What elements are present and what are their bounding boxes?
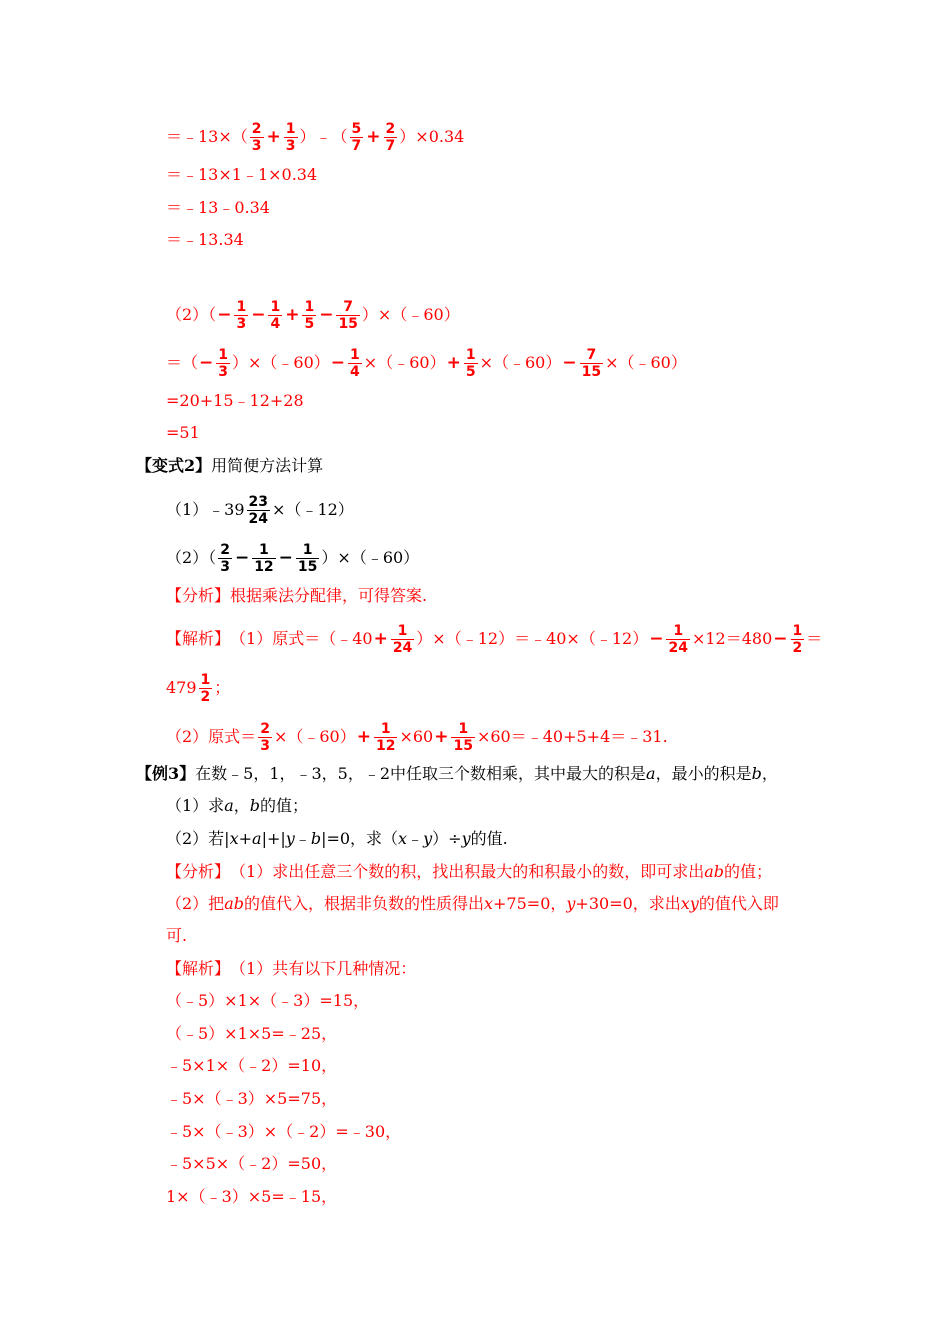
variable: x [229,829,239,848]
expr-text: 479 [166,678,197,697]
expr-text: ＝﹣13.34 [166,230,244,249]
operator: − [773,629,788,649]
case-text: （﹣5）×1×（﹣3）=15， [166,991,370,1010]
variable: ab [704,862,724,881]
case-line [166,1184,337,1210]
analysis-text: 的值代入，根据非负数的性质得出 [243,894,484,913]
problem-text: ， [761,764,778,783]
expr-text: ＝﹣13×（ [166,127,248,146]
analysis-text: 的值代入即 [698,894,779,913]
expr-text: ＝ [806,629,823,648]
fraction: $\frac{1}{4}$ [270,298,281,332]
case-line [166,1086,337,1112]
analysis-text: +30=0，求出 [575,894,681,913]
expr-text: =51 [166,423,200,442]
variable: y [285,829,295,848]
analysis-text: 的值； [723,862,772,881]
fraction: $\frac{1}{12}$ [375,720,396,754]
expr-text: ×（﹣60） [605,353,687,372]
expr-text: ＝﹣13﹣0.34 [166,198,270,217]
fraction: $\frac{1}{24}$ [392,622,413,656]
expr-text: ＝﹣13×1﹣1×0.34 [166,165,318,184]
problem-text: ﹣ [294,829,311,848]
fraction: $\frac{1}{24}$ [668,622,688,656]
question-line [166,793,308,819]
operator: − [251,305,266,325]
operator: + [285,305,300,325]
operator: − [562,353,577,373]
expr-text: =20+15﹣12+28 [166,391,304,410]
analysis-text: 可. [166,926,188,945]
section-tag: 【例3】 [136,764,196,783]
step-line [166,388,304,414]
analysis-line [166,891,779,917]
step-line [166,420,200,446]
section-tag: 【变式2】 [136,456,212,475]
problem-text: ，最小的积是 [655,764,752,783]
expr-text: ×60＝﹣40+5+4＝﹣31. [476,727,668,746]
operator: − [278,548,293,568]
section-heading [136,761,778,787]
fraction: $\frac{1}{3}$ [236,298,247,332]
operator: + [266,127,281,147]
fraction: $\frac{1}{15}$ [297,541,318,575]
variable: a [646,764,656,783]
case-line [166,1151,337,1177]
expr-text: ×（﹣60） [363,353,446,372]
case-text: ﹣5×（﹣3）×5=75， [166,1089,338,1108]
variable: x [483,894,494,913]
solution-line [166,622,823,656]
operator: − [217,305,232,325]
operator: + [446,353,461,373]
variable: b [249,796,260,815]
analysis-tag: 【分析】 [166,862,231,881]
variable: ab [224,894,244,913]
step-line [166,120,465,154]
step-line [166,195,270,221]
fraction: $\frac{1}{4}$ [350,346,360,380]
variable: xy [680,894,699,913]
fraction: $\frac{2}{3}$ [260,720,270,754]
solution-line [166,720,668,754]
variable: y [566,894,576,913]
solution-line [166,671,231,705]
expr-text: （2）原式＝ [166,727,257,746]
question-line [166,826,508,852]
step-line [166,346,687,380]
expr-text: ； [214,678,231,697]
expr-text: ×（﹣60） [479,353,562,372]
fraction: $\frac{1}{5}$ [304,298,315,332]
fraction: $\frac{7}{15}$ [581,346,602,380]
fraction: $\frac{7}{15}$ [338,298,358,332]
expr-text: ）×0.34 [399,127,465,146]
variable: x [398,829,408,848]
expr-text: ）﹣（ [299,127,348,146]
expr-text: ＝（ [166,353,199,372]
section-heading [136,453,323,479]
expr-text: ）×（﹣60） [361,305,460,324]
case-text: （﹣5）×1×5=﹣25， [166,1024,338,1043]
analysis-line [166,859,772,885]
case-line [166,1053,337,1079]
step-line [166,298,460,332]
operator: + [366,127,381,147]
analysis-tag: 【分析】 [166,586,231,605]
expr-text: ×（﹣60） [273,727,356,746]
analysis-line [166,583,427,609]
expr-text: ×（﹣12） [272,500,354,519]
problem-text: |=0，求（ [321,829,399,848]
operator: − [649,629,664,649]
solution-tag: 【解析】 [166,629,231,648]
analysis-text: （1）求出任意三个数的积，找出积最大的和积最小的数，即可求出 [230,862,705,881]
fraction: $\frac{1}{2}$ [792,622,803,656]
problem-text: 的值. [470,829,508,848]
problem-text: （1）求 [166,796,225,815]
fraction: $\frac{1}{12}$ [254,541,274,575]
expr-text: （1）﹣39 [166,500,245,519]
expr-text: ×12＝480 [691,629,773,648]
variable: b [751,764,762,783]
analysis-line [166,923,187,949]
expr-text: ）×（﹣60） [232,353,330,372]
operator: + [356,727,371,747]
expr-text: （1）原式＝（﹣40 [230,629,373,648]
case-line [166,1119,401,1145]
fraction: $\frac{2}{3}$ [220,541,230,575]
problem-text: + [238,829,253,848]
fraction: $\frac{1}{2}$ [200,671,211,705]
problem-text: ， [233,796,250,815]
problem-text: ）÷ [432,829,462,848]
problem-text: |+| [261,829,286,848]
operator: + [373,629,388,649]
problem-text: 在数﹣5，1，﹣3，5，﹣2中任取三个数相乘，其中最大的积是 [195,764,647,783]
fraction: $\frac{1}{3}$ [285,120,296,154]
variable: y [461,829,471,848]
case-text: 1×（﹣3）×5=﹣15， [166,1187,338,1206]
fraction: $\frac{5}{7}$ [351,120,362,154]
fraction: $\frac{1}{3}$ [218,346,229,380]
operator: − [234,548,250,568]
problem-line [166,541,420,575]
expr-text: （2）（ [166,548,217,567]
solution-tag: 【解析】 [166,959,231,978]
operator: − [330,353,346,373]
section-title: 用简便方法计算 [211,456,324,475]
operator: + [434,727,449,747]
step-line [166,227,244,253]
analysis-text: （2）把 [166,894,225,913]
fraction: $\frac{23}{24}$ [248,493,269,527]
analysis-text: +75=0， [493,894,567,913]
expr-text: ）×（﹣12）＝﹣40×（﹣12） [416,629,649,648]
case-line [166,1021,337,1047]
analysis-text: 根据乘法分配律，可得答案. [230,586,428,605]
case-text: ﹣5×1×（﹣2）=10， [166,1056,338,1075]
variable: b [310,829,322,848]
fraction: $\frac{1}{15}$ [453,720,473,754]
problem-text: （2）若| [166,829,230,848]
case-line [166,988,369,1014]
operator: − [319,305,334,325]
fraction: $\frac{1}{5}$ [465,346,476,380]
case-text: ﹣5×（﹣3）×（﹣2）=﹣30， [166,1122,402,1141]
solution-line [166,956,416,982]
operator: − [199,353,214,373]
solution-text: （1）共有以下几种情况： [230,959,417,978]
variable: y [423,829,433,848]
problem-line [166,493,354,527]
problem-text: 的值； [260,796,309,815]
fraction: $\frac{2}{7}$ [385,120,396,154]
problem-text: ﹣ [407,829,424,848]
expr-text: ）×（﹣60） [321,548,420,567]
fraction: $\frac{2}{3}$ [251,120,262,154]
step-line [166,162,317,188]
variable: a [224,796,234,815]
expr-text: （2）（ [166,305,217,324]
case-text: ﹣5×5×（﹣2）=50， [166,1154,338,1173]
variable: a [252,829,262,848]
expr-text: ×60 [399,727,434,746]
